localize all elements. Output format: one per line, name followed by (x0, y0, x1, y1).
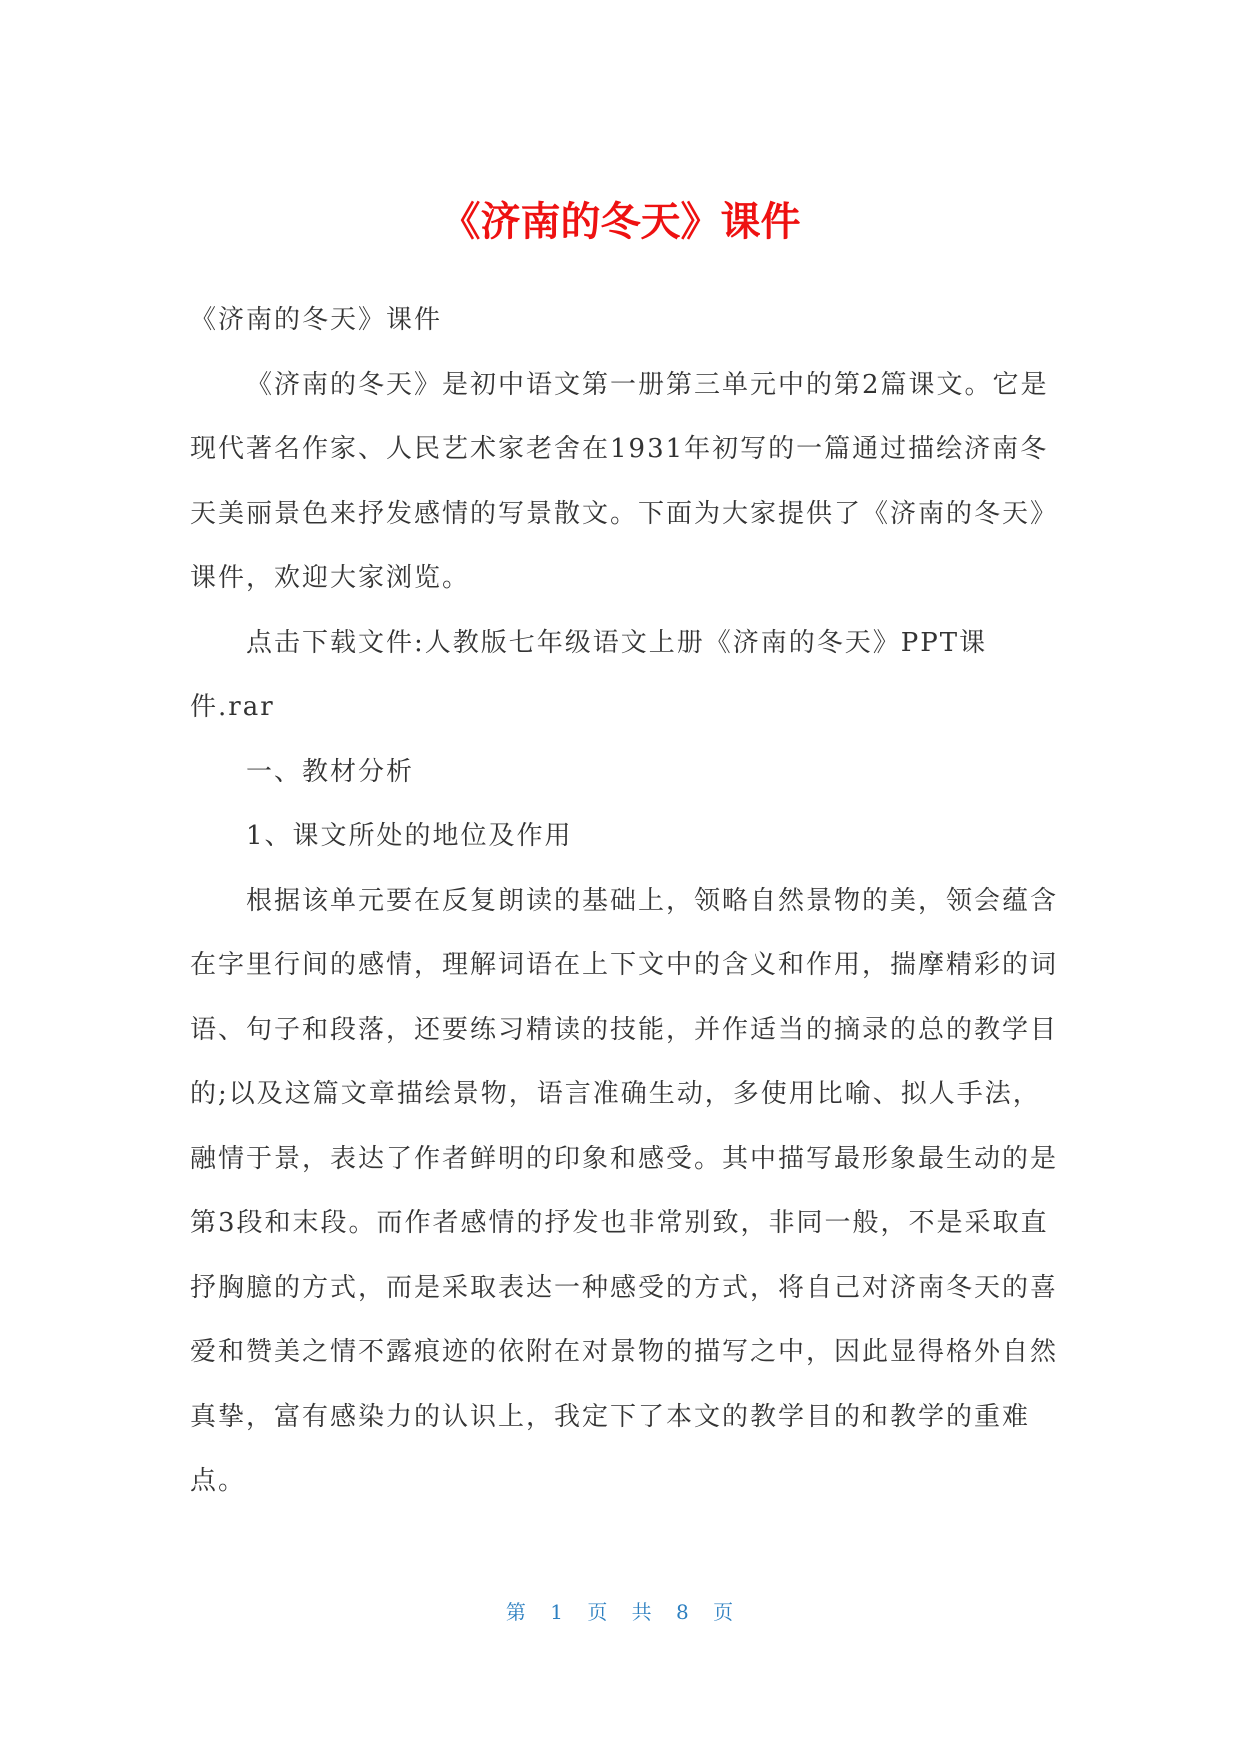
subtitle-paragraph: 《济南的冬天》课件 (190, 305, 443, 335)
section-heading: 一、教材分析 (246, 756, 415, 787)
document-body (190, 288, 1060, 1514)
intro-paragraph: 《济南的冬天》是初中语文第一册第三单元中的第2篇课文。它是现代著名作家、人民艺术家老舍在1931年初写的一篇通过描绘济南冬天美丽景色来抒发感情的写景散文。下面为大家提供了《济南的冬天》课件，欢迎大家浏览。 (190, 369, 1059, 593)
page-footer: 第 1 页 共 8 页 (505, 1600, 736, 1624)
download-link-paragraph[interactable]: 点击下载文件:人教版七年级语文上册《济南的冬天》PPT课件.rar (190, 627, 988, 722)
page-title: 《济南的冬天》课件 (440, 199, 801, 245)
analysis-paragraph: 根据该单元要在反复朗读的基础上，领略自然景物的美，领会蕴含在字里行间的感情，理解词语在上下文中的含义和作用，揣摩精彩的词语、句子和段落，还要练习精读的技能，并作适当的摘录的总的教学目的;以及这篇文章描绘景物，语言准确生动，多使用比喻、拟人手法，融情于景，表达了作者鲜明的印象和感受。其中描写最形象最生动的是第3段和末段。而作者感情的抒发也非常别致，非同一般，不是采取直抒胸臆的方式，而是采取表达一种感受的方式，将自己对济南冬天的喜爱和赞美之情不露痕迹的依附在对景物的描写之中，因此显得格外自然真挚，富有感染力的认识上，我定下了本文的教学目的和教学的重难点。 (190, 885, 1059, 1496)
subsection-heading: 1、课文所处的地位及作用 (246, 821, 573, 851)
